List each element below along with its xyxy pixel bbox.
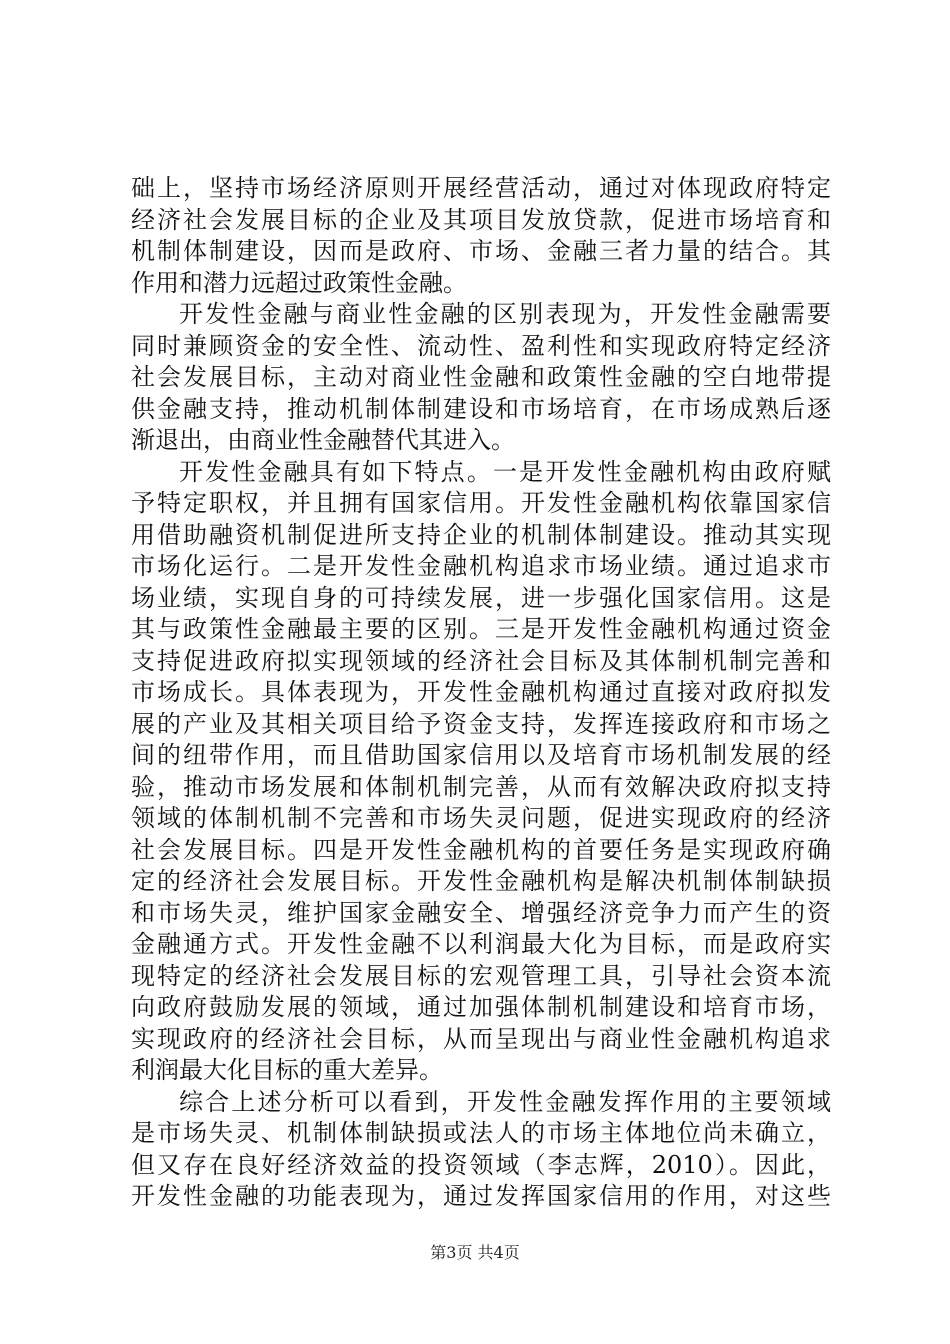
page-number-footer <box>0 1243 950 1263</box>
text-line: 开发性金融与商业性金融的区别表现为，开发性金融需要 <box>179 300 831 328</box>
text-line: 是市场失灵、机制体制缺损或法人的市场主体地位尚未确立， <box>131 1119 831 1147</box>
text-line: 开发性金融的功能表现为，通过发挥国家信用的作用，对这些 <box>131 1182 831 1210</box>
text-line: 支持促进政府拟实现领域的经济社会目标及其体制机制完善和 <box>131 646 831 675</box>
text-line: 其与政策性金融最主要的区别。三是开发性金融机构通过资金 <box>131 615 831 643</box>
paragraph <box>131 457 831 1087</box>
text-line: 社会发展目标，主动对商业性金融和政策性金融的空白地带提 <box>131 363 831 391</box>
text-line: 但又存在良好经济效益的投资领域（李志辉，2010）。因此， <box>131 1150 831 1179</box>
text-line: 作用和潜力远超过政策性金融。 <box>131 268 467 297</box>
text-line: 间的纽带作用，而且借助国家信用以及培育市场机制发展的经 <box>131 741 831 769</box>
document-body <box>131 173 831 1213</box>
text-line: 予特定职权，并且拥有国家信用。开发性金融机构依靠国家信 <box>131 489 831 517</box>
text-line: 定的经济社会发展目标。开发性金融机构是解决机制体制缺损 <box>131 867 831 895</box>
text-line: 实现政府的经济社会目标，从而呈现出与商业性金融机构追求 <box>131 1024 831 1053</box>
text-line: 向政府鼓励发展的领域，通过加强体制机制建设和培育市场， <box>131 993 831 1021</box>
text-line: 验，推动市场发展和体制机制完善，从而有效解决政府拟支持 <box>131 772 831 801</box>
text-line: 渐退出，由商业性金融替代其进入。 <box>131 426 515 454</box>
text-line: 社会发展目标。四是开发性金融机构的首要任务是实现政府确 <box>131 835 831 864</box>
text-line: 经济社会发展目标的企业及其项目发放贷款，促进市场培育和 <box>131 205 831 234</box>
text-line: 现特定的经济社会发展目标的宏观管理工具，引导社会资本流 <box>131 961 831 990</box>
text-line: 开发性金融具有如下特点。一是开发性金融机构由政府赋 <box>179 457 831 486</box>
text-line: 金融通方式。开发性金融不以利润最大化为目标，而是政府实 <box>131 930 831 958</box>
text-line: 同时兼顾资金的安全性、流动性、盈利性和实现政府特定经济 <box>131 331 831 360</box>
paragraph <box>131 299 831 457</box>
text-line: 机制体制建设，因而是政府、市场、金融三者力量的结合。其 <box>131 237 831 265</box>
text-line: 综合上述分析可以看到，开发性金融发挥作用的主要领域 <box>179 1087 831 1116</box>
text-line: 和市场失灵，维护国家金融安全、增强经济竞争力而产生的资 <box>131 898 831 927</box>
page-number-label: 第3页 共4页 <box>430 1243 520 1262</box>
text-line: 利润最大化目标的重大差异。 <box>131 1056 443 1084</box>
text-line: 供金融支持，推动机制体制建设和市场培育，在市场成熟后逐 <box>131 394 831 423</box>
text-line: 场业绩，实现自身的可持续发展，进一步强化国家信用。这是 <box>131 583 831 612</box>
paragraph <box>131 1087 831 1213</box>
text-line: 展的产业及其相关项目给予资金支持，发挥连接政府和市场之 <box>131 709 831 738</box>
text-line: 础上，坚持市场经济原则开展经营活动，通过对体现政府特定 <box>131 174 831 202</box>
paragraph <box>131 173 831 299</box>
text-line: 市场成长。具体表现为，开发性金融机构通过直接对政府拟发 <box>131 678 831 706</box>
text-line: 市场化运行。二是开发性金融机构追求市场业绩。通过追求市 <box>131 552 831 580</box>
text-line: 用借助融资机制促进所支持企业的机制体制建设。推动其实现 <box>131 520 831 549</box>
text-line: 领域的体制机制不完善和市场失灵问题，促进实现政府的经济 <box>131 804 831 832</box>
